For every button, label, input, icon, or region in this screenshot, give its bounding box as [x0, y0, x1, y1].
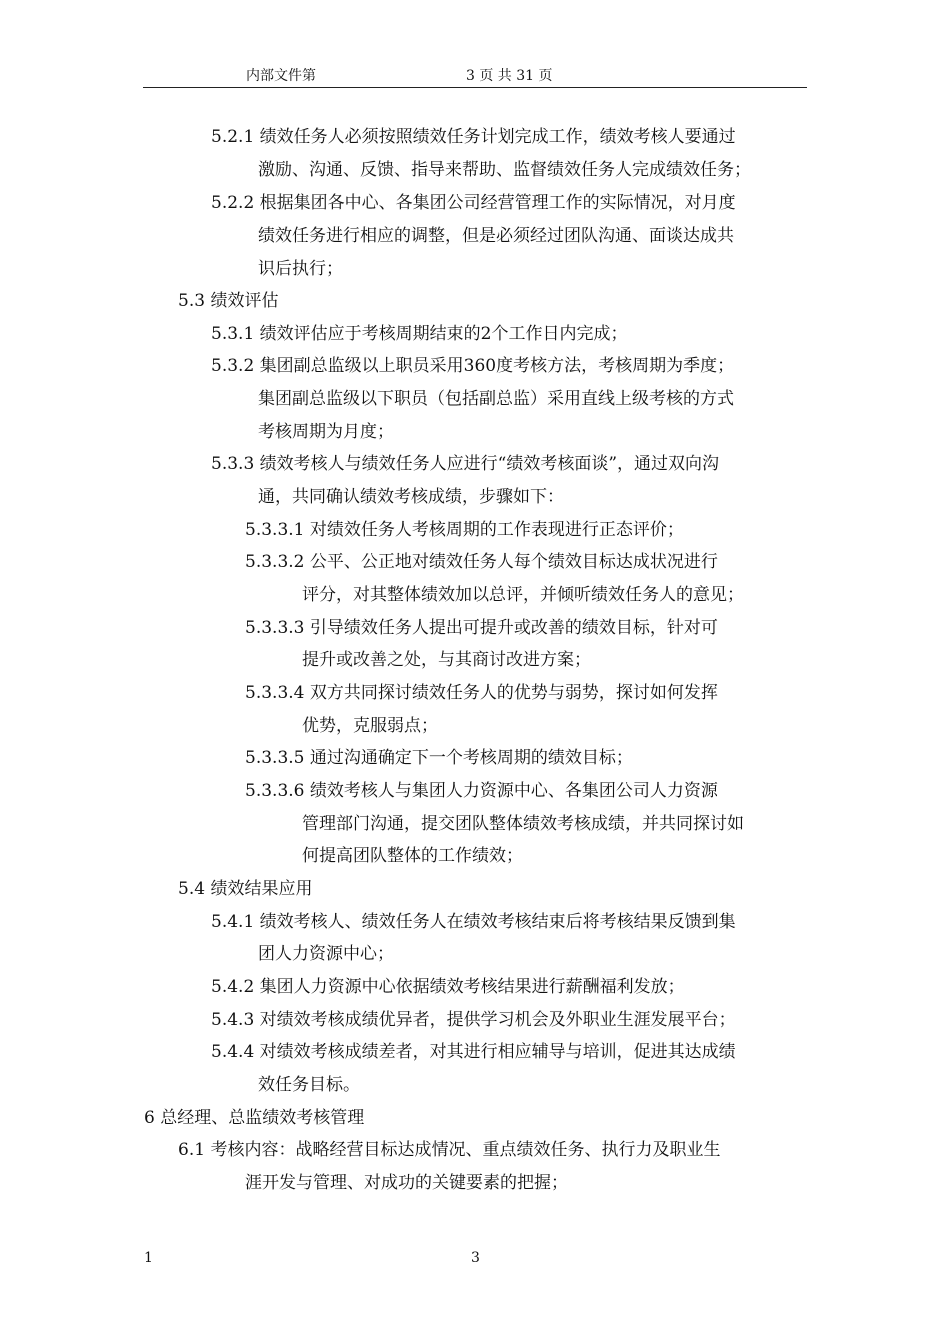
text-line: 5.4.1 绩效考核人、绩效任务人在绩效考核结束后将考核结果反馈到集 [211, 912, 736, 932]
text-line: 5.3.3.6 绩效考核人与集团人力资源中心、各集团公司人力资源 [245, 781, 718, 801]
text-line: 通，共同确认绩效考核成绩，步骤如下： [258, 487, 564, 507]
text-line: 5.3.1 绩效评估应于考核周期结束的2个工作日内完成； [211, 324, 628, 344]
text-line: 5.3.3.5 通过沟通确定下一个考核周期的绩效目标； [245, 748, 633, 768]
text-line: 评分，对其整体绩效加以总评，并倾听绩效任务人的意见； [302, 585, 744, 605]
text-line: 集团副总监级以下职员（包括副总监）采用直线上级考核的方式 [258, 389, 734, 409]
text-line: 5.4.4 对绩效考核成绩差者，对其进行相应辅导与培训，促进其达成绩 [211, 1042, 736, 1062]
text-line: 管理部门沟通，提交团队整体绩效考核成绩，并共同探讨如 [302, 814, 744, 834]
text-line: 5.4.3 对绩效考核成绩优异者，提供学习机会及外职业生涯发展平台； [211, 1010, 736, 1030]
text-line: 5.3.3.2 公平、公正地对绩效任务人每个绩效目标达成状况进行 [245, 552, 718, 572]
text-line: 效任务目标。 [258, 1075, 360, 1095]
text-line: 5.3.3.1 对绩效任务人考核周期的工作表现进行正态评价； [245, 520, 684, 540]
text-line: 5.2.1 绩效任务人必须按照绩效任务计划完成工作，绩效考核人要通过 [211, 127, 736, 147]
text-line: 5.4.2 集团人力资源中心依据绩效考核结果进行薪酬福利发放； [211, 977, 685, 997]
text-line: 激励、沟通、反馈、指导来帮助、监督绩效任务人完成绩效任务； [258, 160, 751, 180]
text-line: 绩效任务进行相应的调整，但是必须经过团队沟通、面谈达成共 [258, 226, 734, 246]
text-line: 6.1 考核内容：战略经营目标达成情况、重点绩效任务、执行力及职业生 [178, 1140, 721, 1160]
text-line: 5.3.2 集团副总监级以上职员采用360度考核方法，考核周期为季度； [211, 356, 735, 376]
section-heading: 5.4 绩效结果应用 [178, 879, 313, 899]
footer-page-number: 3 [471, 1250, 480, 1266]
text-line: 识后执行； [258, 259, 343, 279]
text-line: 5.2.2 根据集团各中心、各集团公司经营管理工作的实际情况，对月度 [211, 193, 736, 213]
chapter-heading: 6 总经理、总监绩效考核管理 [144, 1108, 365, 1128]
text-line: 5.3.3 绩效考核人与绩效任务人应进行“绩效考核面谈”，通过双向沟 [211, 454, 720, 474]
text-line: 提升或改善之处，与其商讨改进方案； [302, 650, 591, 670]
text-line: 优势，克服弱点； [302, 716, 438, 736]
text-line: 5.3.3.3 引导绩效任务人提出可提升或改善的绩效目标，针对可 [245, 618, 718, 638]
text-line: 何提高团队整体的工作绩效； [302, 846, 523, 866]
text-line: 5.3.3.4 双方共同探讨绩效任务人的优势与弱势，探讨如何发挥 [245, 683, 718, 703]
section-heading: 5.3 绩效评估 [178, 291, 279, 311]
footer-left-number: 1 [144, 1250, 153, 1266]
text-line: 考核周期为月度； [258, 422, 394, 442]
text-line: 团人力资源中心； [258, 944, 394, 964]
header-page-count: 3 页 共 31 页 [466, 68, 553, 84]
text-line: 涯开发与管理、对成功的关键要素的把握； [245, 1173, 568, 1193]
header-rule [143, 87, 807, 88]
header-doc-label: 内部文件第 [246, 68, 316, 84]
